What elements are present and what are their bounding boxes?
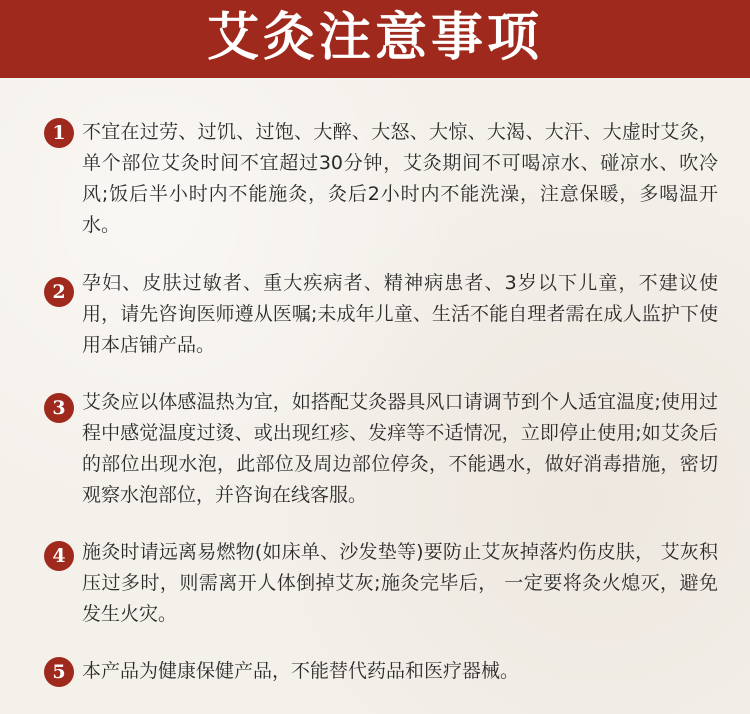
item-text: 本产品为健康保健产品，不能替代药品和医疗器械。 (82, 660, 520, 682)
item-number-badge: 2 (44, 277, 74, 307)
header-banner (0, 0, 750, 78)
item-text: 艾灸应以体感温热为宜，如搭配艾灸器具风口请调节到个人适宜温度;使用过程中感觉温度过烫、或出现红疹、发痒等不适情况，立即停止使用;如艾灸后的部位出现水泡，此部位及周边部位停灸，不能遇水，做好消毒措施，密切观察水泡部位，并咨询在线客服。 (82, 391, 718, 506)
item-number-badge: 5 (44, 657, 74, 687)
item-text: 施灸时请远离易燃物(如床单、沙发垫等)要防止艾灰掉落灼伤皮肤， 艾灰积压过多时，则需离开人体倒掉艾灰;施灸完毕后， 一定要将灸火熄灭，避免发生火灾。 (82, 541, 718, 625)
item-number-badge: 3 (44, 393, 74, 423)
item-text: 不宜在过劳、过饥、过饱、大醉、大怒、大惊、大渴、大汗、大虚时艾灸，单个部位艾灸时间不宜超过30分钟，艾灸期间不可喝凉水、碰凉水、吹冷风;饭后半小时内不能施灸，灸后2小时内不能洗澡，注意保暖，多喝温开水。 (82, 121, 718, 236)
item-number-badge: 4 (44, 541, 74, 571)
item-text: 孕妇、皮肤过敏者、重大疾病者、精神病患者、3岁以下儿童，不建议使用，请先咨询医师遵从医嘱;未成年儿童、生活不能自理者需在成人监护下使用本店铺产品。 (82, 272, 718, 356)
page-title: 艾灸注意事项 (206, 7, 543, 68)
item-number-badge: 1 (44, 118, 74, 148)
